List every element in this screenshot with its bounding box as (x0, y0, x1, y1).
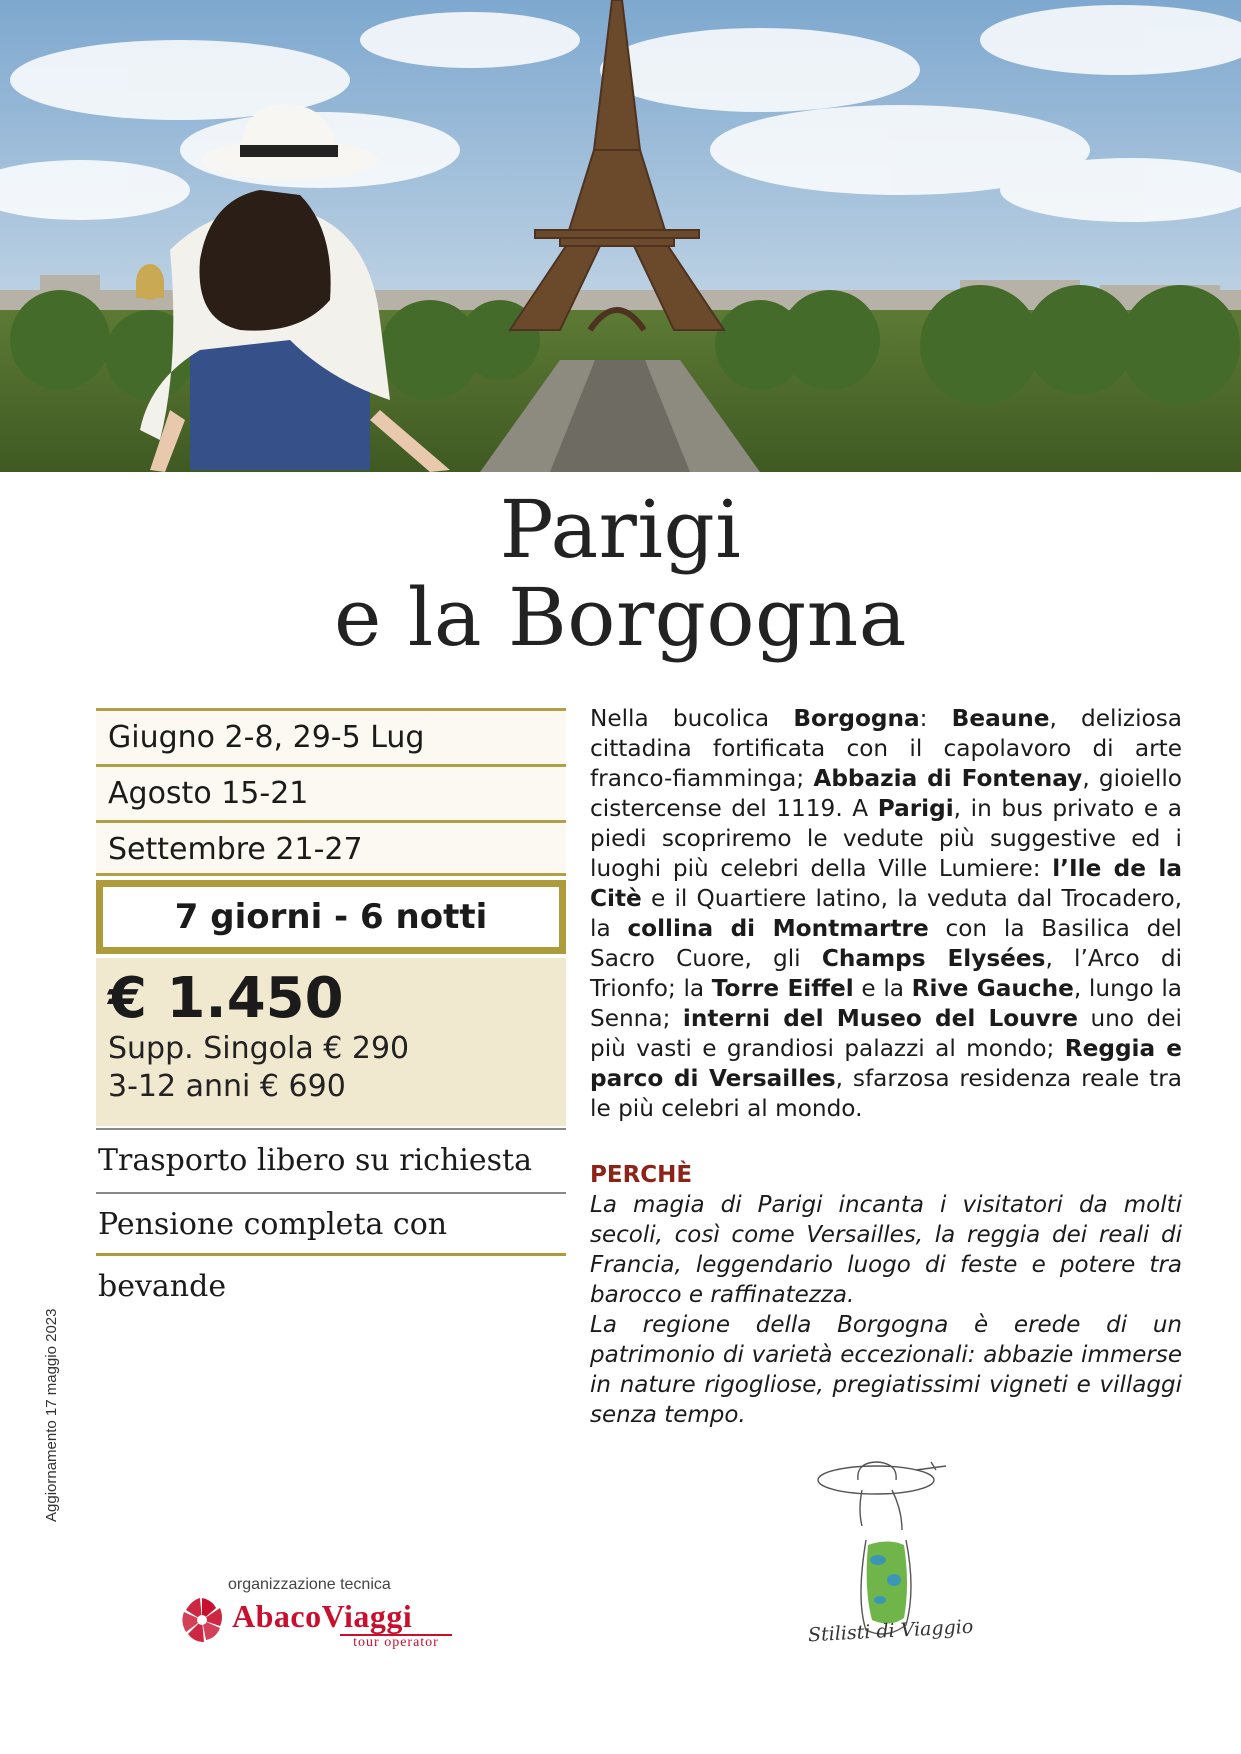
why-paragraph-2: La regione della Borgogna è erede di un patrimonio di varietà eccezionali: abbazie immerse in nature rigogliose, pregiatissimi vigneti e villaggi senza tempo. (590, 1312, 1182, 1428)
update-note: Aggiornamento 17 maggio 2023 (43, 1308, 60, 1522)
trip-info-panel (96, 708, 566, 1304)
stilisti-caption: Stilisti di Viaggio (807, 1615, 974, 1647)
price-main: € 1.450 (108, 966, 344, 1031)
date-row: Settembre 21-27 (96, 820, 566, 876)
highlight-text: Torre Eiffel (711, 975, 854, 1002)
date-row: Giugno 2-8, 29-5 Lug (96, 708, 566, 764)
description-text: e il Quartiere latino, la veduta dal Trocadero, la (590, 885, 1182, 942)
abaco-swirl-icon (176, 1594, 228, 1646)
description-text: , in bus privato e a piedi scopriremo le vedute più suggestive ed i luoghi più celebri della Ville Lumiere: (590, 795, 1182, 882)
highlight-text: Rive Gauche (911, 975, 1074, 1002)
organizer-caption: organizzazione tecnica (228, 1576, 391, 1593)
description-text: con la Basilica del Sacro Cuore, gli (590, 915, 1182, 972)
highlight-text: l’Ile de la Citè (590, 855, 1182, 912)
description-panel (590, 704, 1182, 1430)
why-heading: PERCHÈ (590, 1162, 693, 1188)
highlight-text: Borgogna (793, 705, 920, 732)
description-text: , sfarzosa residenza reale tra le più celebri al mondo. (590, 1065, 1182, 1122)
duration-box: 7 giorni - 6 notti (96, 880, 566, 954)
highlight-text: Parigi (877, 795, 954, 822)
highlight-text: interni del Museo del Louvre (682, 1005, 1078, 1032)
option-board: Pensione completa con bevande (96, 1192, 566, 1256)
single-supplement: Supp. Singola € 290 (108, 1031, 410, 1066)
description-text: , l’Arco di Trionfo; la (590, 945, 1183, 1002)
hero-photo (0, 0, 1241, 472)
highlight-text: Reggia e parco di Versailles (590, 1035, 1182, 1092)
child-price: 3-12 anni € 690 (108, 1069, 346, 1104)
abaco-logo (176, 1594, 476, 1650)
page-title-line1: Parigi (499, 483, 742, 576)
description-text: Nella bucolica (590, 705, 794, 732)
description-text: , gioiello cistercense del 1119. A (590, 765, 1182, 822)
description-text: , deliziosa cittadina fortificata con il capolavoro di arte franco-fiamminga; (590, 705, 1183, 792)
price-box (96, 958, 566, 1126)
description-text: uno dei più vasti e grandiosi palazzi al mondo; (590, 1005, 1182, 1062)
highlight-text: Abbazia di Fontenay (813, 765, 1083, 792)
description-text: e la (853, 975, 912, 1002)
description-text: : (919, 705, 952, 732)
option-transport: Trasporto libero su richiesta (96, 1128, 566, 1192)
highlight-text: collina di Montmartre (627, 915, 929, 942)
itinerary-description (590, 704, 1182, 1124)
abaco-tagline: tour operator (340, 1634, 452, 1650)
why-paragraph-1: La magia di Parigi incanta i visitatori da molti secoli, così come Versailles, la reggia dei reali di Francia, leggendario luogo di feste e potere tra barocco e raffinatezza. (590, 1192, 1182, 1308)
page-title-line2: e la Borgogna (334, 571, 907, 664)
abaco-name: AbacoViaggi (232, 1598, 413, 1634)
highlight-text: Beaune (951, 705, 1050, 732)
highlight-text: Champs Elysées (821, 945, 1046, 972)
date-row: Agosto 15-21 (96, 764, 566, 820)
description-text: , lungo la Senna; (590, 975, 1182, 1032)
